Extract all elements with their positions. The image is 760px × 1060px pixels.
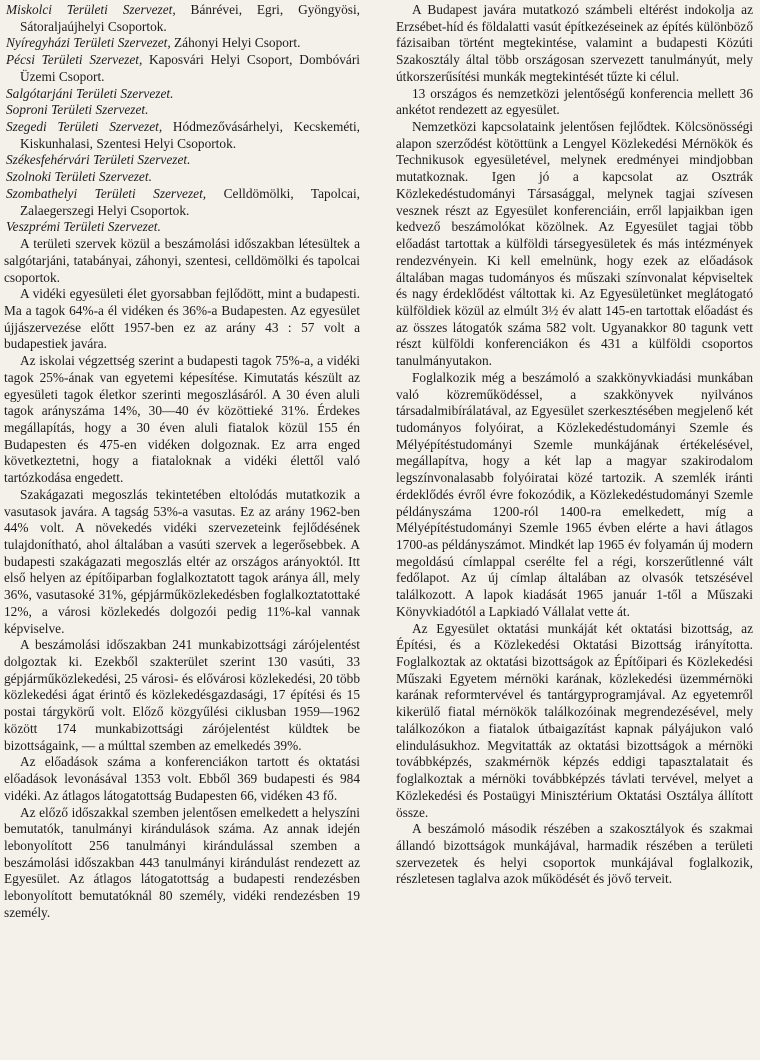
body-paragraph: 13 országos és nemzetközi jelentőségű konferencia mellett 36 ankétot rendezett az egyesület. bbox=[396, 85, 753, 118]
org-groups: Bánrévei, Egri, Gyöngyösi, Sátoraljaújhelyi Csoportok. bbox=[20, 2, 360, 34]
body-paragraph: Foglalkozik még a beszámoló a szakkönyvkiadási munkában való közreműködéssel, a szakkönyvek nyilvános társadalmibírálatával, az Egyesület szerkesztésében megjelenő két tudományos folyóirat, a Közlekedéstudományi Szemle és Mélyépítéstudományi Szemle munkájának értékelésével, megállapítva, hogy a két lap a magyar szakirodalom legszínvonalasabb folyóiratai közé tartozik. A szemlék iránti érdeklődés évről évre fokozódik, a Közlekedéstudományi Szemle példányszáma 1200-ról 1400-ra emelkedett, míg a Mélyépítéstudományi Szemle 1965 évben elérte a havi átlagos 1700-as példányszámot. Mindkét lap 1965 év folyamán új modern megoldású címlappal cserélte fel a régi, korszerűtlenné vált fedőlapot. Az új címlap általában az olvasók tetszésével találkozott. A lapok kiadását 1965 január 1-től a Műszaki Könyvkiadótól a Lapkiadó Vállalat vette át. bbox=[396, 369, 753, 619]
body-paragraph: A beszámoló második részében a szakosztályok és szakmai állandó bizottságok munkájával, harmadik részében a területi szervezetek és helyi csoportok munkájával foglalkozik, részletesen taglalva azok működését és jövő terveit. bbox=[396, 821, 753, 887]
org-name: Miskolci Területi Szervezet, bbox=[6, 2, 176, 17]
org-entry bbox=[4, 219, 360, 236]
org-entry bbox=[4, 169, 360, 186]
org-name: Székesfehérvári Területi Szervezet. bbox=[6, 152, 191, 168]
body-paragraph: Szakágazati megoszlás tekintetében eltolódás mutatkozik a vasutasok javára. A tagság 53%-a vasutas. Ez az arány 1962-ben 44% volt. A növekedés vidéki szervezeteink fejlődésének tulajdonítható, ahol általában a vasúti szervek a legerősebbek. A budapesti szakágazati megoszlás eltér az országos arányoktól. Itt első helyen az építőiparban foglalkoztatott tagok aránya áll, mely 36%, vasutasoké 31%, gépjárműközlekedésben foglalkoztatottaké 12%, a városi közlekedés dolgozói pedig 11%-kal vannak képviselve. bbox=[4, 486, 360, 636]
body-paragraph: Az Egyesület oktatási munkáját két oktatási bizottság, az Építési, és a Közlekedési Oktatási Bizottság irányította. Foglalkoztak az oktatási bizottságok az Építőipari és Közlekedési Műszaki Egyetem mérnöki karának, közlekedési üzemmérnöki karának reformtervével és tantárgyprogramjával. Az egyetemről kikerülő fiatal mérnökök találkozóinak megrendezésével, mely találkozókon a fiatalok útbaigazítást kapnak pályájukon való elindulásukhoz. Megvitatták az oktatási bizottságok a mérnöki továbbképzés, szakmérnök képzés eddigi tapasztalatait és foglalkoztak a mérnöki továbbképzés távlati tervével, melyet a Közlekedési és Postaügyi Minisztérium Oktatási Osztálya állított össze. bbox=[396, 620, 753, 820]
body-paragraph: Nemzetközi kapcsolataink jelentősen fejlődtek. Kölcsönösségi alapon szerződést kötöttünk a Lengyel Közlekedési Mérnökök és Technikusok egyesületével, melynek eredményei mindjobban mutatkoznak. Igen jó a kapcsolat az Osztrák Közlekedéstudományi Társasággal, melynek tagjai szívesen vesznek részt az Egyesület konferenciáin, erről lapjaikban igen kedvező beszámolókat közölnek. Az Egyesület tagjai több előadást tartottak a külföldi társegyesületek és más intézmények rendezvényein. Ki kell emelnünk, hogy ezek az előadások általában magas tudományos és műszaki színvonalat képviseltek és nagy érdeklődést váltottak ki. Az Egyesületünket meglátogató külföldiek közül az elmúlt 3½ év alatt 145-en tartottak előadást és az összes látogatók száma 582 volt. Ugyanakkor 80 tagunk vett részt külföldi konferenciákon és 431 a külföldi csoportos tanulmányutakon. bbox=[396, 119, 753, 369]
org-entry bbox=[4, 86, 360, 103]
org-groups: Záhonyi Helyi Csoport. bbox=[170, 35, 301, 51]
org-name: Pécsi Területi Szervezet, bbox=[6, 52, 143, 68]
left-column bbox=[4, 2, 360, 922]
org-name: Salgótarjáni Területi Szervezet. bbox=[6, 85, 174, 101]
body-paragraph: Az előadások száma a konferenciákon tartott és oktatási előadások levonásával 1353 volt. Ebből 369 budapesti és 984 vidéki. Az átlagos látogatottság Budapesten 66, vidéken 43 fő. bbox=[4, 754, 360, 803]
org-entry bbox=[4, 186, 360, 219]
body-paragraph: A területi szervek közül a beszámolási időszakban létesültek a salgótarjáni, tatabányai, záhonyi, szentesi, celldömölki és tapolcai csoportok. bbox=[4, 236, 360, 285]
body-paragraph: A vidéki egyesületi élet gyorsabban fejlődött, mint a budapesti. Ma a tagok 64%-a él vidéken és 36%-a Budapesten. Az egyesület újjászervezése előtt 1957-ben ez az arány 43 : 57 volt a budapestiek javára. bbox=[4, 286, 360, 352]
organization-list bbox=[4, 2, 360, 236]
org-name: Szolnoki Területi Szervezet. bbox=[6, 169, 152, 185]
org-entry bbox=[4, 152, 360, 169]
org-entry bbox=[4, 102, 360, 119]
body-paragraph: Az előző időszakkal szemben jelentősen emelkedett a helyszíni bemutatók, tanulmányi kirándulások száma. Az annak idején lebonyolított 256 tanulmányi kirándulással szemben a beszámolási időszakban 443 tanulmányi kirándulást rendezett az Egyesület. Az átlagos látogatottság a budapesti rendezésben lebonyolított bemutatóknál 80 személy, vidéki rendezésben 19 személy. bbox=[4, 804, 360, 920]
body-paragraph: A beszámolási időszakban 241 munkabizottsági zárójelentést dolgoztak ki. Ezekből szakterület szerint 130 vasúti, 33 gépjárműközlekedési, 25 városi- és elővárosi közlekedési, 20 több közlekedési ágat érintő és közlekedésgazdasági, 17 építési és 15 postai tárgykörű volt. Előző közgyűlési ciklusban 1959—1962 között 174 munkabizottsági zárójelentést küldtek be bizottságaink, — a múlttal szemben az emelkedés 39%. bbox=[4, 637, 360, 753]
org-groups: Celldömölki, Tapolcai, Zalaegerszegi Helyi Csoportok. bbox=[20, 185, 360, 218]
org-groups: Kaposvári Helyi Csoport, Dombóvári Üzemi Csoport. bbox=[20, 52, 360, 84]
org-name: Veszprémi Területi Szervezet. bbox=[6, 219, 161, 235]
org-name: Nyíregyházi Területi Szervezet, bbox=[6, 35, 171, 51]
right-column bbox=[396, 2, 753, 888]
org-entry bbox=[4, 52, 360, 85]
org-groups: Hódmezővásárhelyi, Kecskeméti, Kiskunhalasi, Szentesi Helyi Csoportok. bbox=[20, 119, 360, 151]
body-paragraph: Az iskolai végzettség szerint a budapesti tagok 75%-a, a vidéki tagok 25%-ának van egyetemi képesítése. Kimutatás készült az egyesületi tagok életkor szerinti megoszlásáról. A 30 éven aluli tagok arányszáma 14%, 30—40 év közöttieké 31%. Érdekes megállapítás, hogy a 30 éven aluli fiatalok közül 155 én Budapesten és 475-en vidéken dolgoznak. Ez arra enged következtetni, hogy a fiataloknak a vidéki élettől való tartózkodása engedett. bbox=[4, 353, 360, 486]
org-entry bbox=[4, 119, 360, 152]
org-entry bbox=[4, 2, 360, 35]
body-paragraph: A Budapest javára mutatkozó számbeli eltérést indokolja az Erzsébet-híd és földalatti vasút építkezéseinek az építés különböző fázisaiban történt megtekintése, valamint a budapesti Közúti Szakosztály által több országosan szervezett tanulmányút, mely útkorszerűsítési munkák megtekintését tűzte ki célul. bbox=[396, 2, 753, 84]
org-name: Szegedi Területi Szervezet, bbox=[6, 119, 163, 135]
org-name: Soproni Területi Szervezet. bbox=[6, 102, 149, 118]
org-entry bbox=[4, 35, 360, 52]
org-name: Szombathelyi Területi Szervezet, bbox=[6, 185, 207, 201]
